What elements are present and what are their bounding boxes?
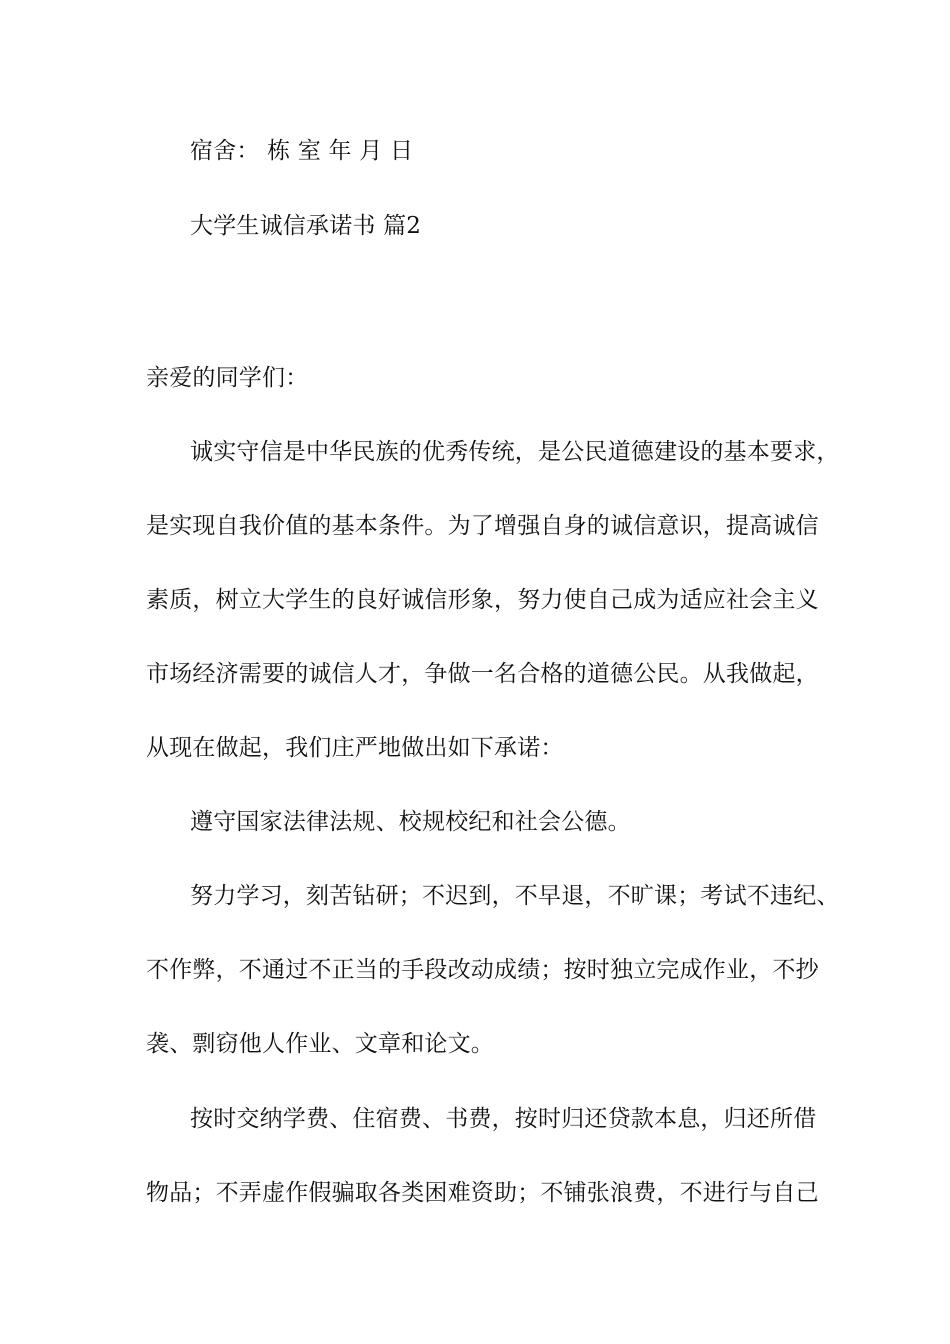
paragraph-line: 素质，树立大学生的良好诚信形象，努力使自己成为适应社会主义	[146, 587, 819, 613]
paragraph-line: 是实现自我价值的基本条件。为了增强自身的诚信意识，提高诚信	[146, 513, 819, 539]
paragraph-line: 诚实守信是中华民族的优秀传统，是公民道德建设的基本要求，	[190, 439, 840, 465]
paragraph-line: 物品；不弄虚作假骗取各类困难资助；不铺张浪费，不进行与自己	[146, 1180, 819, 1206]
paragraph-line: 从现在做起，我们庄严地做出如下承诺：	[146, 735, 564, 761]
paragraph-line: 市场经济需要的诚信人才，争做一名合格的道德公民。从我做起，	[146, 661, 819, 687]
pledge-item: 遵守国家法律法规、校规校纪和社会公德。	[190, 809, 631, 835]
paragraph-line: 袭、剽窃他人作业、文章和论文。	[146, 1031, 494, 1057]
pledge-item: 努力学习，刻苦钻研；不迟到，不早退，不旷课；考试不违纪、	[190, 883, 840, 909]
section-heading: 大学生诚信承诺书 篇2	[190, 213, 422, 239]
dormitory-info-line: 宿舍： 栋 室 年 月 日	[190, 138, 414, 164]
paragraph-line: 不作弊，不通过不正当的手段改动成绩；按时独立完成作业，不抄	[146, 957, 819, 983]
salutation: 亲爱的同学们：	[146, 365, 309, 391]
pledge-item: 按时交纳学费、住宿费、书费，按时归还贷款本息，归还所借	[190, 1106, 817, 1132]
